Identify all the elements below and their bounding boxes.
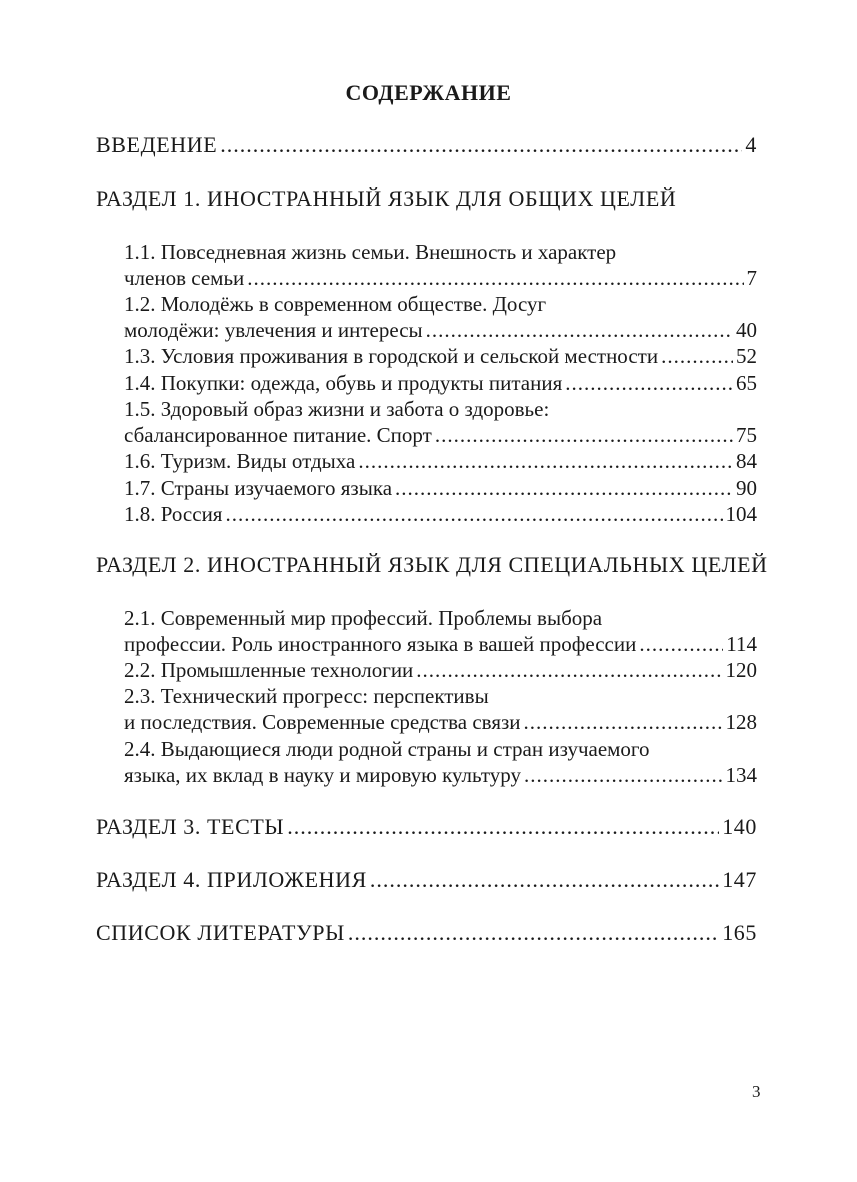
toc-entry-label: РАЗДЕЛ 4. ПРИЛОЖЕНИЯ	[96, 867, 367, 892]
toc-entry-1-2-line1[interactable]: 1.2. Молодёжь в современном обществе. Досуг	[124, 292, 547, 316]
dot-leader	[661, 343, 733, 369]
toc-entry-1-6[interactable]	[124, 448, 757, 474]
dot-leader	[247, 265, 743, 291]
dot-leader	[416, 657, 722, 683]
section-heading-1: РАЗДЕЛ 1. ИНОСТРАННЫЙ ЯЗЫК ДЛЯ ОБЩИХ ЦЕЛЕЙ	[96, 186, 677, 211]
dot-leader	[395, 475, 733, 501]
toc-entry-1-8[interactable]	[124, 501, 757, 527]
toc-entry-label: ВВЕДЕНИЕ	[96, 132, 218, 157]
toc-entry-label: языка, их вклад в науку и мировую культуру	[124, 763, 521, 787]
dot-leader	[358, 448, 733, 474]
dot-leader	[639, 631, 723, 657]
toc-entry-2-4[interactable]	[124, 762, 757, 788]
dot-leader	[426, 317, 733, 343]
section-heading-2: РАЗДЕЛ 2. ИНОСТРАННЫЙ ЯЗЫК ДЛЯ СПЕЦИАЛЬНЫХ ЦЕЛЕЙ	[96, 552, 768, 577]
toc-page-number: 104	[725, 502, 757, 526]
dot-leader	[524, 709, 723, 735]
page-title: СОДЕРЖАНИЕ	[345, 80, 512, 105]
dot-leader	[287, 814, 719, 840]
toc-entry-1-1[interactable]	[124, 265, 757, 291]
toc-entry-1-1-line1[interactable]: 1.1. Повседневная жизнь семьи. Внешность и характер	[124, 240, 617, 264]
toc-entry-label: 1.6. Туризм. Виды отдыха	[124, 449, 356, 473]
toc-page-number: 165	[722, 920, 757, 945]
toc-entry-2-1-line1[interactable]: 2.1. Современный мир профессий. Проблемы выбора	[124, 606, 603, 630]
toc-page-number: 128	[725, 710, 757, 734]
toc-entry-label: 1.7. Страны изучаемого языка	[124, 476, 393, 500]
toc-page-number: 65	[736, 371, 757, 395]
toc-entry-label: 1.3. Условия проживания в городской и сельской местности	[124, 344, 659, 368]
toc-entry-label: и последствия. Современные средства связи	[124, 710, 521, 734]
toc-entry-references[interactable]	[96, 920, 757, 946]
toc-entry-label: 1.8. Россия	[124, 502, 223, 526]
dot-leader	[220, 132, 742, 158]
toc-entry-label: членов семьи	[124, 266, 245, 290]
toc-entry-label: СПИСОК ЛИТЕРАТУРЫ	[96, 920, 345, 945]
toc-entry-label: РАЗДЕЛ 3. ТЕСТЫ	[96, 814, 285, 839]
toc-entry-label: молодёжи: увлечения и интересы	[124, 318, 423, 342]
toc-page-number: 84	[736, 449, 757, 473]
toc-page-number: 90	[736, 476, 757, 500]
dot-leader	[565, 370, 733, 396]
dot-leader	[348, 920, 719, 946]
toc-entry-2-3-line1[interactable]: 2.3. Технический прогресс: перспективы	[124, 684, 489, 708]
toc-entry-1-3[interactable]	[124, 343, 757, 369]
toc-entry-2-1[interactable]	[124, 631, 757, 657]
toc-entry-2-3[interactable]	[124, 709, 757, 735]
toc-entry-label: 2.2. Промышленные технологии	[124, 658, 414, 682]
toc-page-number: 4	[745, 132, 757, 157]
toc-entry-1-5[interactable]	[124, 422, 757, 448]
dot-leader	[524, 762, 723, 788]
toc-entry-section-4[interactable]	[96, 867, 757, 893]
toc-entry-1-5-line1[interactable]: 1.5. Здоровый образ жизни и забота о здоровье:	[124, 397, 550, 421]
toc-page-number: 40	[736, 318, 757, 342]
toc-entry-intro[interactable]	[96, 132, 757, 158]
toc-page-number: 120	[725, 658, 757, 682]
toc-entry-section-3[interactable]	[96, 814, 757, 840]
toc-page-number: 147	[722, 867, 757, 892]
toc-page-number: 114	[726, 632, 757, 656]
toc-page-number: 7	[746, 266, 757, 290]
toc-page-number: 52	[736, 344, 757, 368]
toc-entry-1-7[interactable]	[124, 475, 757, 501]
toc-page-number: 140	[722, 814, 757, 839]
dot-leader	[435, 422, 733, 448]
toc-page-number: 134	[725, 763, 757, 787]
toc-entry-1-4[interactable]	[124, 370, 757, 396]
page-number: 3	[752, 1082, 761, 1101]
dot-leader	[370, 867, 719, 893]
toc-page-number: 75	[736, 423, 757, 447]
dot-leader	[225, 501, 722, 527]
toc-entry-label: 1.4. Покупки: одежда, обувь и продукты питания	[124, 371, 563, 395]
toc-entry-2-4-line1[interactable]: 2.4. Выдающиеся люди родной страны и стран изучаемого	[124, 737, 650, 761]
toc-entry-label: сбалансированное питание. Спорт	[124, 423, 432, 447]
toc-entry-1-2[interactable]	[124, 317, 757, 343]
toc-entry-label: профессии. Роль иностранного языка в вашей профессии	[124, 632, 637, 656]
toc-entry-2-2[interactable]	[124, 657, 757, 683]
